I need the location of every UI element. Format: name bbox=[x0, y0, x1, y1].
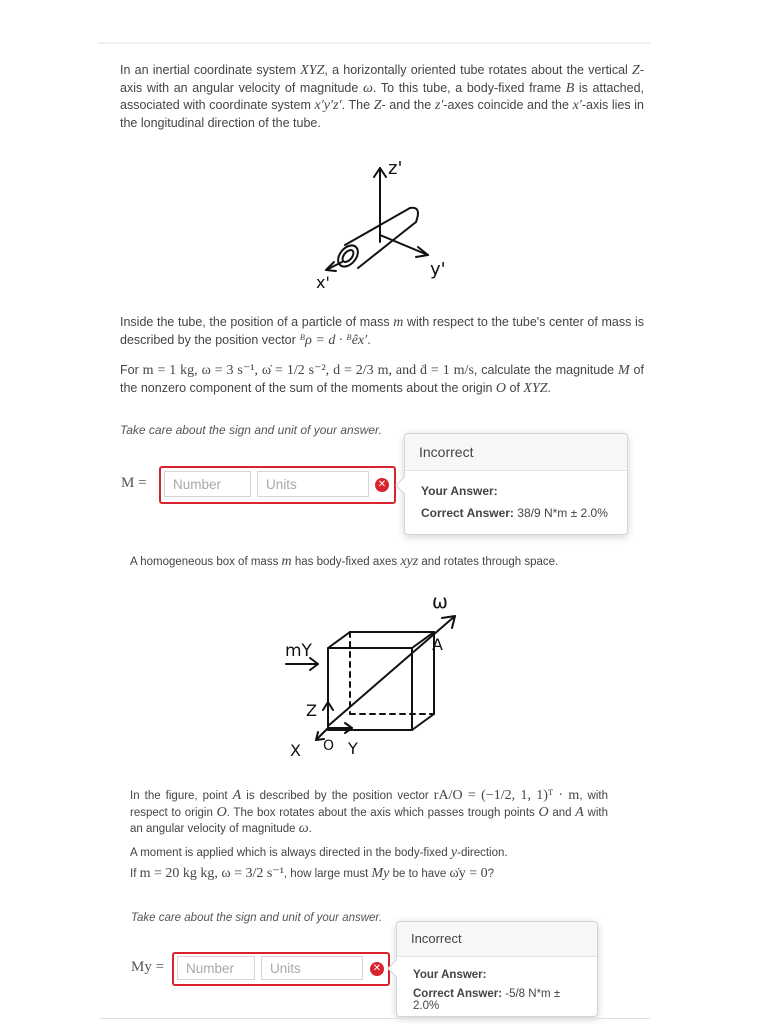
q1-intro: In an inertial coordinate system XYZ, a horizontally oriented tube rotates about the vertical Z-axis with an angular velocity of magnitude ω. To this tube, a body-fixed frame B is attached, associated with coordinate system x′y′z′. The Z- and the z′-axes coincide and the x′-axis lies in the longitudinal direction of the tube. bbox=[120, 63, 645, 130]
x-prime-label: x' bbox=[316, 273, 330, 292]
correct-answer-row: Correct Answer: 38/9 N*m ± 2.0% bbox=[421, 506, 608, 520]
q1-units-input[interactable]: Units bbox=[257, 471, 369, 497]
popup-title: Incorrect bbox=[397, 922, 597, 957]
position-vector: ᴮρ = d · ᴮêx′ bbox=[299, 332, 368, 348]
q1-answer-label: M = bbox=[121, 475, 147, 491]
correct-answer-row: Correct Answer: -5/8 N*m ± 2.0% bbox=[413, 988, 561, 1012]
q2-answer-label: My = bbox=[131, 959, 165, 975]
omega-label: ω bbox=[432, 591, 448, 613]
z-axis-label: Z bbox=[306, 701, 317, 720]
q2-hint: Take care about the sign and unit of your answer. bbox=[131, 912, 383, 924]
q2-given-text: If m = 20 kg kg, ω = 3/2 s⁻¹, how large must My be to have ω̇y = 0? bbox=[130, 866, 495, 881]
q1-position-text: Inside the tube, the position of a particle of mass m with respect to the tube's center of mass is described by the position vector ᴮρ = d · ᴮêx′. bbox=[120, 315, 644, 348]
x-axis-label: X bbox=[290, 741, 301, 760]
q2-intro: A homogeneous box of mass m has body-fixed axes xyz and rotates through space. bbox=[130, 554, 559, 569]
top-divider bbox=[98, 42, 650, 44]
q1-answer-box bbox=[159, 466, 396, 504]
q1-given-text: For m = 1 kg, ω = 3 s⁻¹, ω̇ = 1/2 s⁻², d = 2/3 m, and ḋ = 1 m/s, calculate the magnitude M of the nonzero component of the sum of the moments about the origin O of XYZ. bbox=[120, 363, 644, 396]
origin-label: O bbox=[323, 738, 335, 754]
popup-title: Incorrect bbox=[405, 434, 627, 471]
q2-units-input[interactable]: Units bbox=[261, 956, 363, 980]
position-vector-r: rA/O = (−1/2, 1, 1)ᵀ · m bbox=[433, 788, 580, 803]
correct-answer-value: 38/9 N*m ± 2.0% bbox=[517, 506, 608, 520]
point-a-label: A bbox=[432, 635, 443, 654]
tube-figure bbox=[300, 150, 470, 295]
q1-feedback-popup bbox=[404, 433, 628, 535]
moment-label: mY bbox=[285, 641, 312, 661]
q1-number-input[interactable]: Number bbox=[164, 471, 251, 497]
error-icon[interactable]: ✕ bbox=[375, 478, 389, 492]
q2-position-text: In the figure, point A is described by the position vector rA/O = (−1/2, 1, 1)ᵀ · m, with respect to origin O. The box rotates about the axis which passes trough points O and A with an angular velocity of magnitude ω. bbox=[130, 788, 609, 836]
q2-given-values: m = 20 kg kg, ω = 3/2 s⁻¹ bbox=[139, 866, 284, 881]
correct-answer-value: -5/8 N*m ± 2.0% bbox=[413, 988, 561, 1012]
q2-number-input[interactable]: Number bbox=[177, 956, 255, 980]
y-prime-label: y' bbox=[430, 259, 446, 280]
y-axis-label: Y bbox=[348, 739, 358, 758]
error-icon[interactable]: ✕ bbox=[370, 962, 384, 976]
bottom-divider bbox=[100, 1018, 650, 1019]
q1-given-values: m = 1 kg, ω = 3 s⁻¹, ω̇ = 1/2 s⁻², d = 2/3 m, and ḋ = 1 m/s bbox=[142, 363, 474, 378]
q2-moment-text: A moment is applied which is always directed in the body-fixed y-direction. bbox=[130, 845, 508, 860]
q1-hint: Take care about the sign and unit of your answer. bbox=[120, 423, 382, 437]
box-figure bbox=[280, 588, 470, 760]
z-prime-label: z' bbox=[388, 158, 403, 179]
q2-feedback-popup bbox=[396, 921, 598, 1017]
your-answer-row: Your Answer: bbox=[421, 484, 498, 498]
q2-answer-box bbox=[172, 952, 390, 986]
your-answer-row: Your Answer: bbox=[413, 969, 487, 981]
